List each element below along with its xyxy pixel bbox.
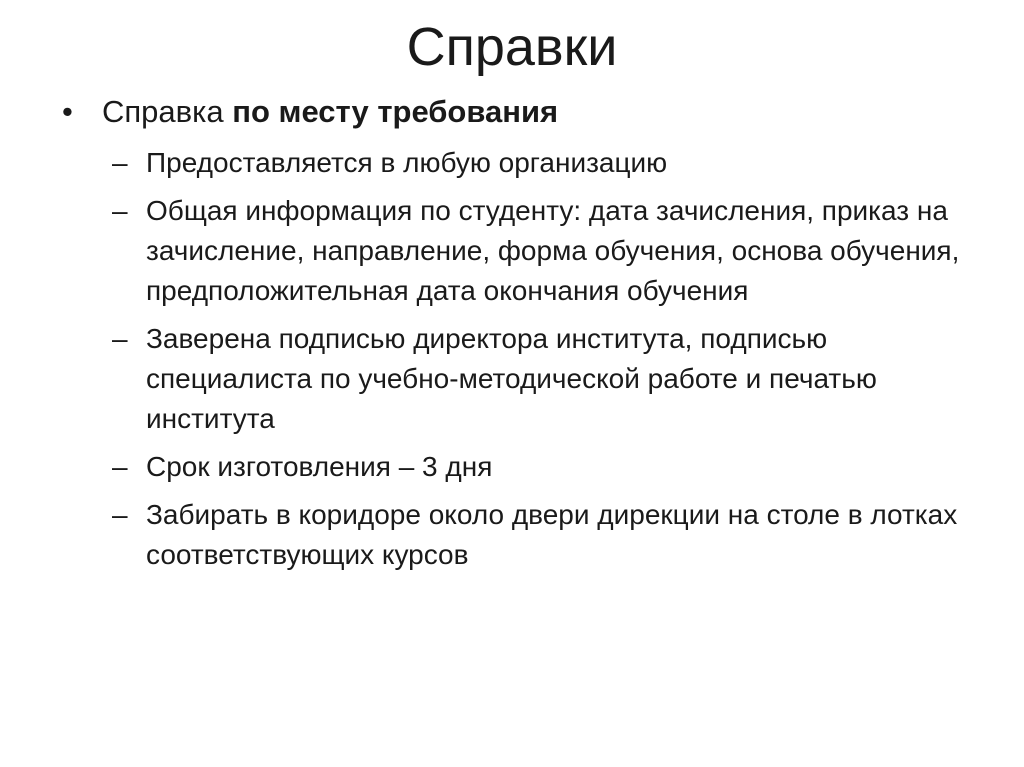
sub-bullet-text: Общая информация по студенту: дата зачисления, приказ на зачисление, направление, форма обучения, основа обучения, предположительная дата окончания обучения [146,195,960,306]
dash-marker: – [112,147,128,178]
main-bullet-bold-text: по месту требования [232,94,559,129]
sub-bullet-text: Предоставляется в любую организацию [146,147,668,178]
sub-bullet-item [112,319,992,439]
sub-bullet-item [112,191,992,311]
bullet-marker: • [62,94,73,129]
main-bullet [62,90,992,134]
sub-bullet-list [112,143,992,583]
main-bullet-regular-text: Справка [102,94,233,129]
dash-marker: – [112,499,128,530]
sub-bullet-item [112,447,992,487]
sub-bullet-text: Заверена подписью директора института, подписью специалиста по учебно-методической работе и печатью института [146,323,877,434]
slide-title: Справки [406,17,618,77]
dash-marker: – [112,323,128,354]
sub-bullet-text: Забирать в коридоре около двери дирекции на столе в лотках соответствующих курсов [146,499,958,570]
sub-bullet-item [112,143,992,183]
main-bullet-text [102,90,558,134]
dash-marker: – [112,451,128,482]
sub-bullet-item [112,495,992,575]
dash-marker: – [112,195,128,226]
sub-bullet-text: Срок изготовления – 3 дня [146,451,493,482]
